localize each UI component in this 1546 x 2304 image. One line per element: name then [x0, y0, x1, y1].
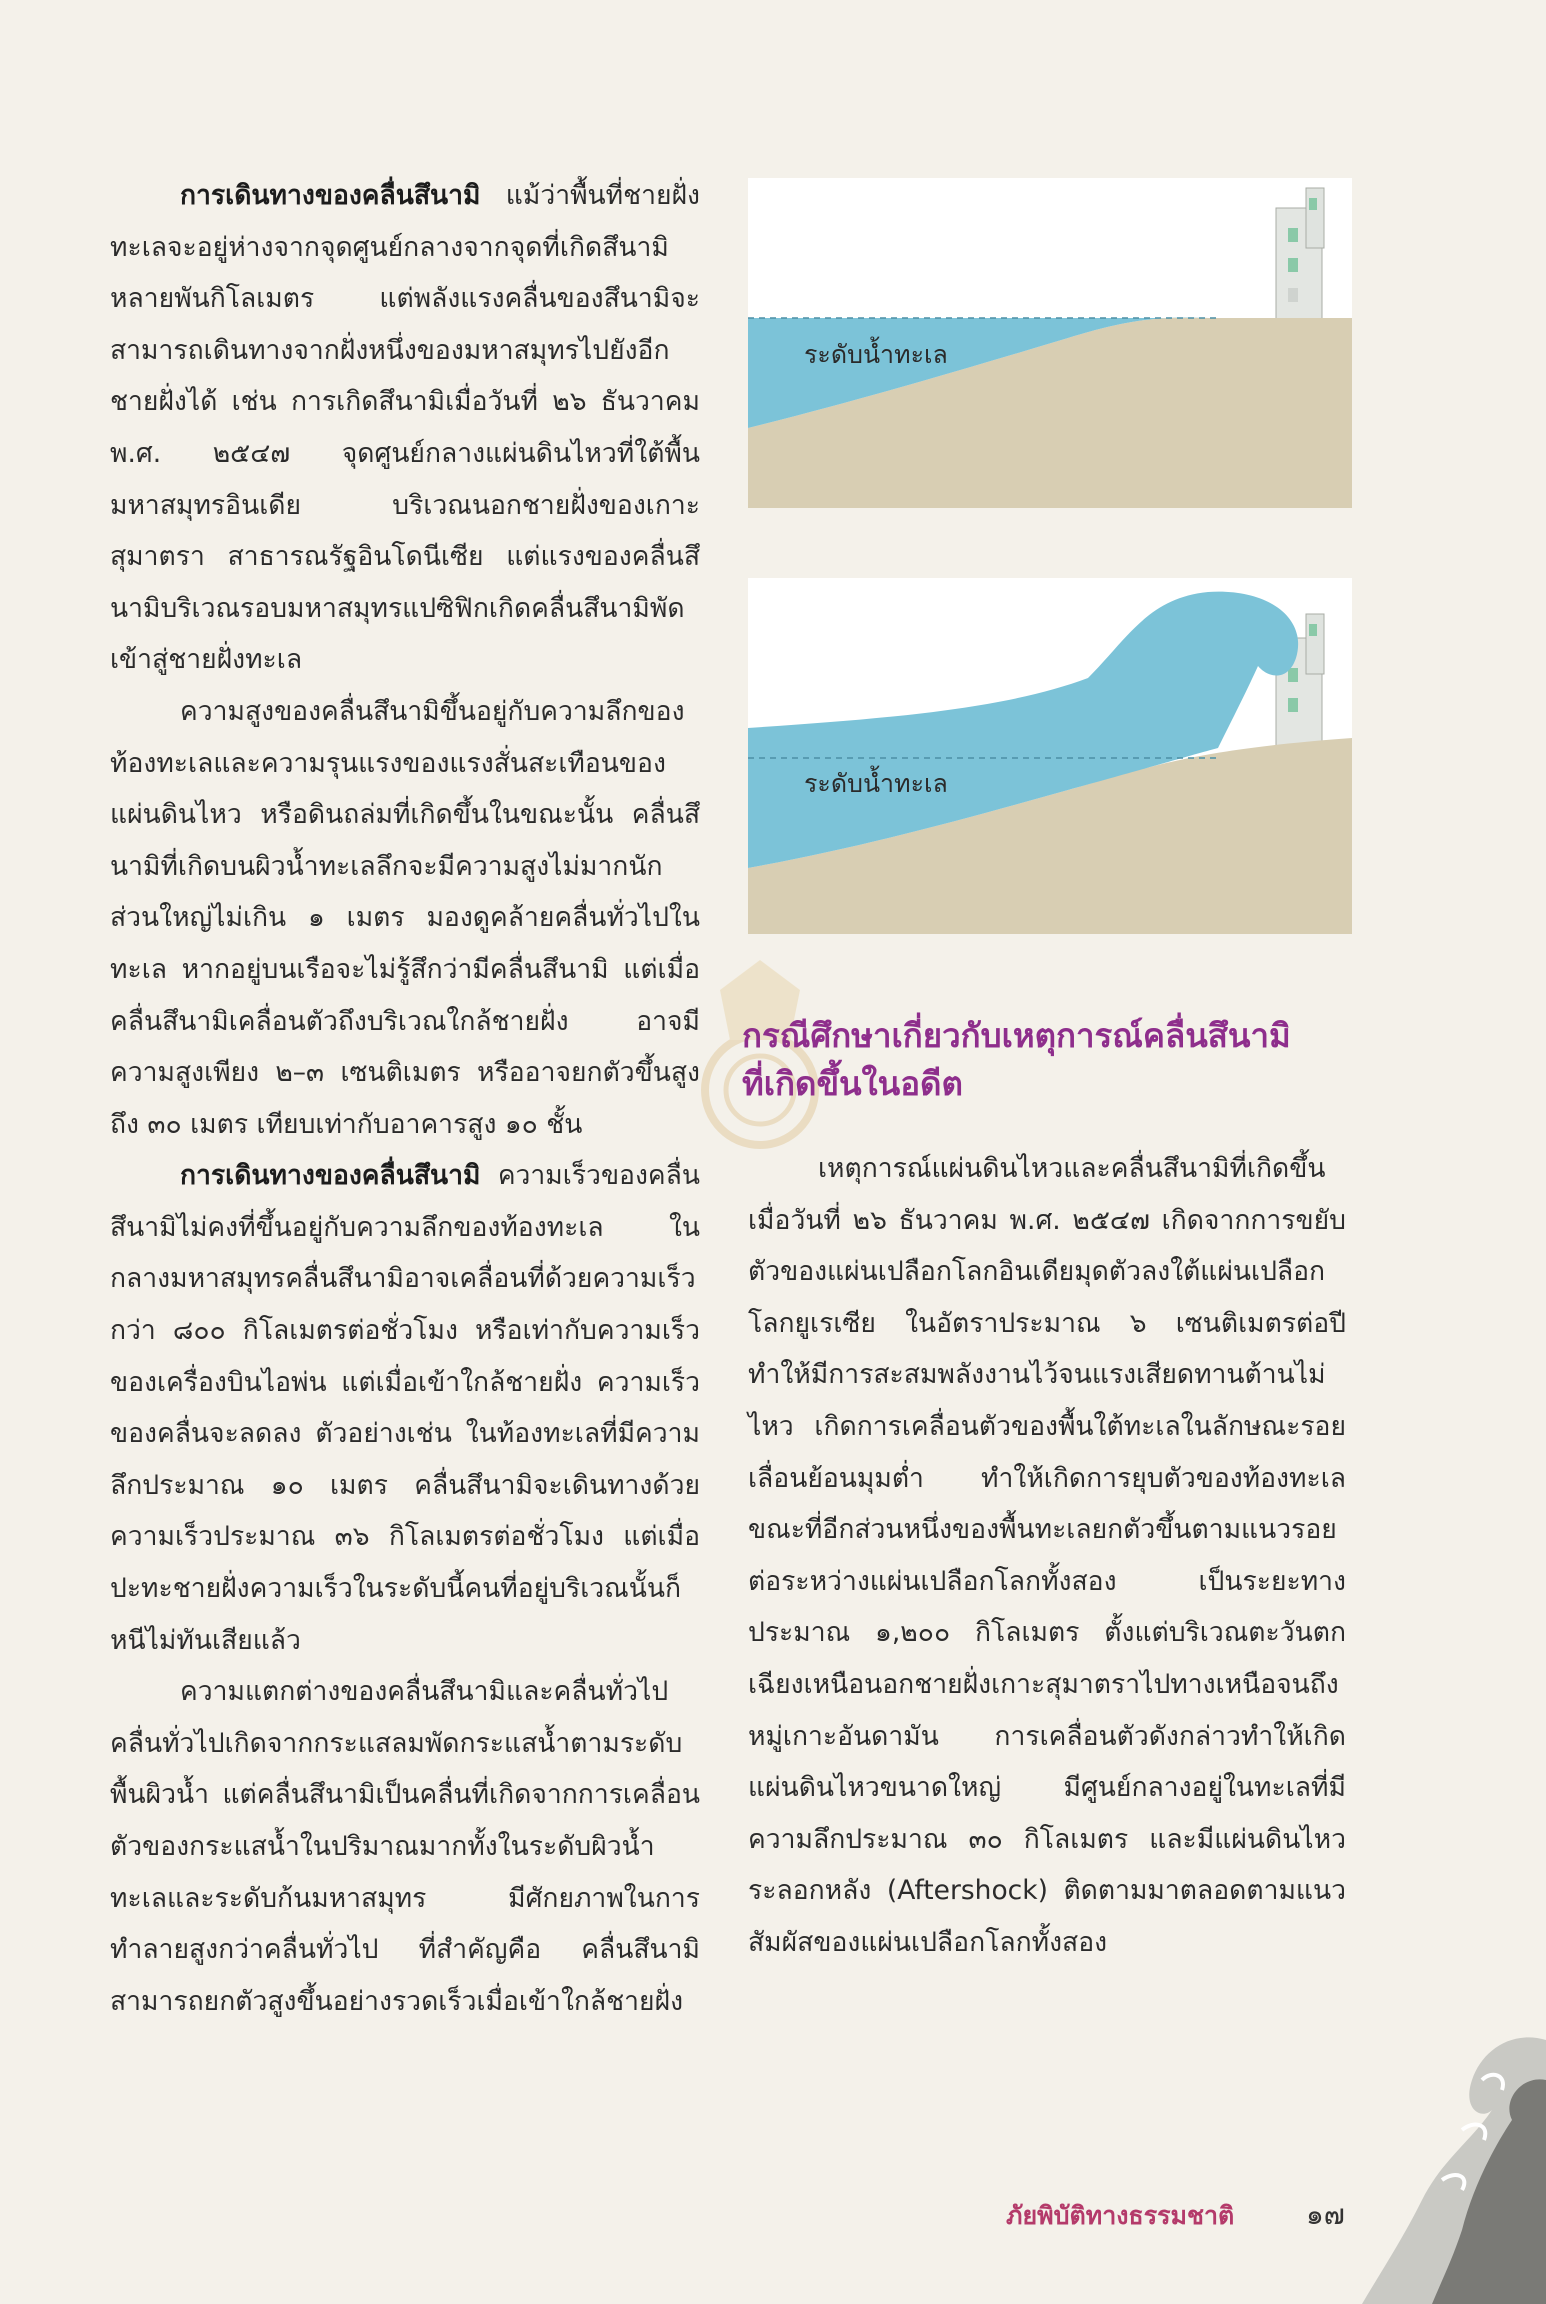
footer-book-title: ภัยพิบัติทางธรรมชาติ	[1006, 2201, 1235, 2230]
case-study-title-line-1: กรณีศึกษาเกี่ยวกับเหตุการณ์คลื่นสึนามิ	[742, 1016, 1291, 1055]
case-study-title	[742, 1012, 1362, 1108]
paragraph-tsunami-travel	[110, 170, 700, 686]
left-column	[110, 170, 700, 2027]
diagram-normal-sea-level	[748, 178, 1352, 508]
paragraph-body: แม้ว่าพื้นที่ชายฝั่งทะเลจะอยู่ห่างจากจุดศูนย์กลางจากจุดที่เกิดสึนามิหลายพันกิโลเมตร แต่พลังแรงคลื่นของสึนามิจะสามารถเดินทางจากฝั่งหนึ่งของมหาสมุทรไปยังอีกชายฝั่งได้ เช่น การเกิดสึนามิเมื่อวันที่ ๒๖ ธันวาคม พ.ศ. ๒๕๔๗ จุดศูนย์กลางแผ่นดินไหวที่ใต้พื้นมหาสมุทรอินเดีย บริเวณนอกชายฝั่งของเกาะสุมาตรา สาธารณรัฐอินโดนีเซีย แต่แรงของคลื่นสึนามิบริเวณรอบมหาสมุทรแปซิฟิกเกิดคลื่นสึนามิพัดเข้าสู่ชายฝั่งทะเล	[110, 180, 700, 676]
case-study-paragraph: เหตุการณ์แผ่นดินไหวและคลื่นสึนามิที่เกิดขึ้นเมื่อวันที่ ๒๖ ธันวาคม พ.ศ. ๒๕๔๗ เกิดจากการขยับตัวของแผ่นเปลือกโลกอินเดียมุดตัวลงใต้แผ่นเปลือกโลกยูเรเซีย ในอัตราประมาณ ๖ เซนติเมตรต่อปี ทำให้มีการสะสมพลังงานไว้จนแรงเสียดทานต้านไม่ไหว เกิดการเคลื่อนตัวของพื้นใต้ทะเลในลักษณะรอยเลื่อนย้อนมุมต่ำ ทำให้เกิดการยุบตัวของท้องทะเล ขณะที่อีกส่วนหนึ่งของพื้นทะเลยกตัวขึ้นตามแนวรอยต่อระหว่างแผ่นเปลือกโลกทั้งสอง เป็นระยะทางประมาณ ๑,๒๐๐ กิโลเมตร ตั้งแต่บริเวณตะวันตกเฉียงเหนือนอกชายฝั่งเกาะสุมาตราไปทางเหนือจนถึงหมู่เกาะอันดามัน การเคลื่อนตัวดังกล่าวทำให้เกิดแผ่นดินไหวขนาดใหญ่ มีศูนย์กลางอยู่ในทะเลที่มีความลึกประมาณ ๓๐ กิโลเมตร และมีแผ่นดินไหวระลอกหลัง (Aftershock) ติดตามมาตลอดตามแนวสัมผัสของแผ่นเปลือกโลกทั้งสอง	[748, 1153, 1346, 1958]
right-column	[748, 1143, 1346, 1969]
paragraph-tsunami-difference: ความแตกต่างของคลื่นสึนามิและคลื่นทั่วไป คลื่นทั่วไปเกิดจากกระแสลมพัดกระแสน้ำตามระดับพื้นผิวน้ำ แต่คลื่นสึนามิเป็นคลื่นที่เกิดจากการเคลื่อนตัวของกระแสน้ำในปริมาณมากทั้งในระดับผิวน้ำทะเลและระดับก้นมหาสมุทร มีศักยภาพในการทำลายสูงกว่าคลื่นทั่วไป ที่สำคัญคือ คลื่นสึนามิสามารถยกตัวสูงขึ้นอย่างรวดเร็วเมื่อเข้าใกล้ชายฝั่ง	[110, 1676, 700, 2017]
wave-decoration-icon	[1362, 2020, 1546, 2304]
diagram-tsunami-illustration	[748, 578, 1352, 934]
diagram-tsunami-wave	[748, 578, 1352, 908]
paragraph-body: ความเร็วของคลื่นสึนามิไม่คงที่ขึ้นอยู่กับความลึกของท้องทะเล ในกลางมหาสมุทรคลื่นสึนามิอาจเคลื่อนที่ด้วยความเร็วกว่า ๘๐๐ กิโลเมตรต่อชั่วโมง หรือเท่ากับความเร็วของเครื่องบินไอพ่น แต่เมื่อเข้าใกล้ชายฝั่ง ความเร็วของคลื่นจะลดลง ตัวอย่างเช่น ในท้องทะเลที่มีความลึกประมาณ ๑๐ เมตร คลื่นสึนามิจะเดินทางด้วยความเร็วประมาณ ๓๖ กิโลเมตรต่อชั่วโมง แต่เมื่อปะทะชายฝั่งความเร็วในระดับนี้คนที่อยู่บริเวณนั้นก็หนีไม่ทันเสียแล้ว	[110, 1160, 700, 1656]
page-number: ๑๗	[1306, 2198, 1345, 2231]
sea-level-label: ระดับน้ำทะเล	[804, 340, 948, 369]
paragraph-lead-heading: การเดินทางของคลื่นสึนามิ	[180, 1160, 481, 1192]
sea-level-label: ระดับน้ำทะเล	[804, 769, 948, 798]
paragraph-tsunami-height: ความสูงของคลื่นสึนามิขึ้นอยู่กับความลึกของท้องทะเลและความรุนแรงของแรงสั่นสะเทือนของแผ่นดินไหว หรือดินถล่มที่เกิดขึ้นในขณะนั้น คลื่นสึนามิที่เกิดบนผิวน้ำทะเลลึกจะมีความสูงไม่มากนัก ส่วนใหญ่ไม่เกิน ๑ เมตร มองดูคล้ายคลื่นทั่วไปในทะเล หากอยู่บนเรือจะไม่รู้สึกว่ามีคลื่นสึนามิ แต่เมื่อคลื่นสึนามิเคลื่อนตัวถึงบริเวณใกล้ชายฝั่ง อาจมีความสูงเพียง ๒–๓ เซนติเมตร หรืออาจยกตัวขึ้นสูงถึง ๓๐ เมตร เทียบเท่ากับอาคารสูง ๑๐ ชั้น	[110, 695, 700, 1140]
paragraph-lead-heading: การเดินทางของคลื่นสึนามิ	[180, 180, 481, 211]
case-study-title-line-2: ที่เกิดขึ้นในอดีต	[742, 1064, 963, 1103]
paragraph-tsunami-speed	[110, 1150, 700, 1666]
